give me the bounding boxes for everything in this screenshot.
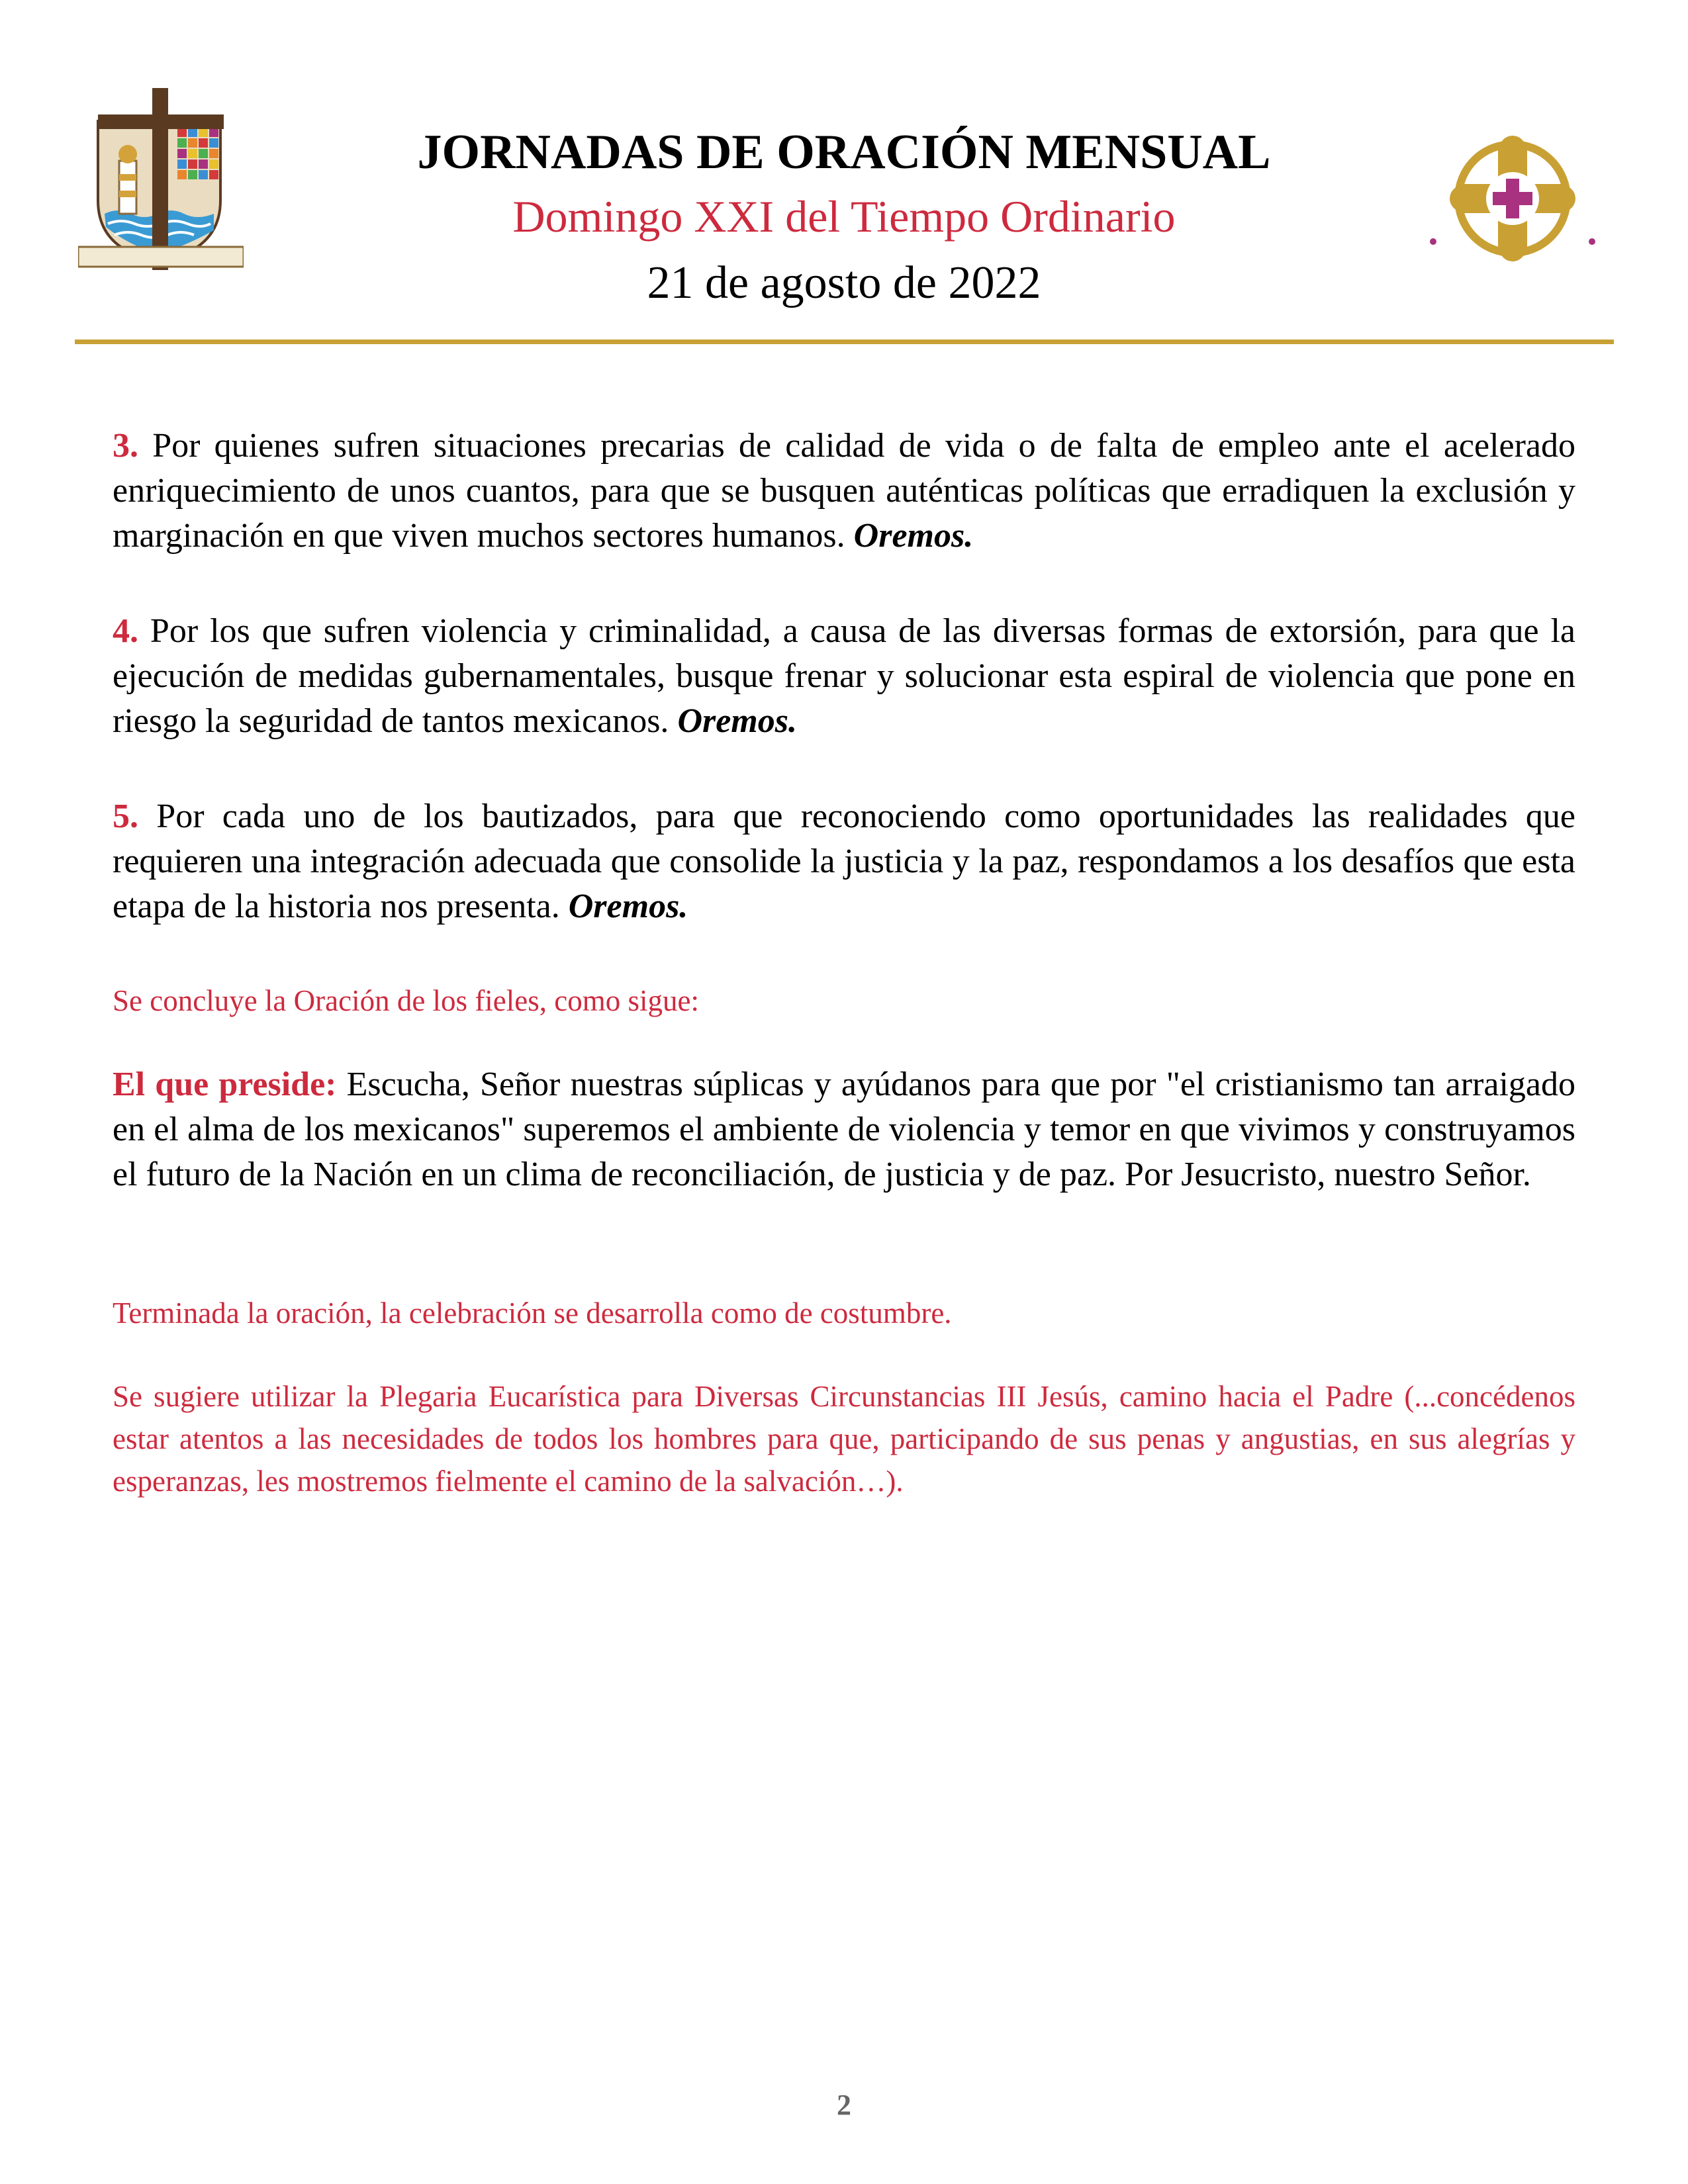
rubric-conclusion: Se concluye la Oración de los fieles, como sigue:: [113, 984, 699, 1017]
presider-prayer: [113, 1062, 1575, 1197]
presider-label: El que preside:: [113, 1066, 337, 1103]
page-number: 2: [837, 2089, 851, 2121]
intention-3: [113, 424, 1575, 559]
intention-5: [113, 794, 1575, 929]
archdiocese-seal-logo: [1413, 99, 1612, 298]
intention-number: 3.: [113, 427, 138, 465]
header-divider: [75, 340, 1614, 344]
presider-text: Escucha, Señor nuestras súplicas y ayúdanos para que por "el cristianismo tan arraigado en el alma de los mexicanos" superemos el ambiente de violencia y temor en que vivimos y construyamos el futuro de la Nación en un clima de reconciliación, de justicia y de paz. Por Jesucristo, nuestro Señor.: [113, 1066, 1575, 1193]
intention-text: Por quienes sufren situaciones precarias de calidad de vida o de falta de empleo ante el acelerado enriquecimiento de unos cuantos, para que se busquen auténticas políticas que erradiquen la exclusión y marginación en que viven muchos sectores humanos.: [113, 427, 1575, 555]
page-title: JORNADAS DE ORACIÓN MENSUAL: [417, 125, 1271, 179]
page-date: 21 de agosto de 2022: [647, 257, 1041, 308]
intention-text: Por los que sufren violencia y criminalidad, a causa de las diversas formas de extorsión, para que la ejecución de medidas gubernamentales, busque frenar y solucionar esta espiral de violencia que pone en riesgo la seguridad de tantos mexicanos.: [113, 612, 1575, 740]
intention-4: [113, 609, 1575, 744]
intention-closing: Oremos.: [853, 517, 974, 555]
intention-number: 4.: [113, 612, 138, 650]
intention-text: Por cada uno de los bautizados, para que reconociendo como oportunidades las realidades que requieren una integración adecuada que consolide la justicia y la paz, respondamos a los desafíos que esta etapa de la historia nos presenta.: [113, 797, 1575, 925]
rubric-suggestion: Se sugiere utilizar la Plegaria Eucarística para Diversas Circunstancias III Jesús, camino hacia el Padre (...concédenos estar atentos a las necesidades de todos los hombres para que, participando de sus penas y angustias, en sus alegrías y esperanzas, les mostremos fielmente el camino de la salvación…).: [113, 1380, 1575, 1498]
rubric-after-prayer: Terminada la oración, la celebración se desarrolla como de costumbre.: [113, 1297, 952, 1330]
intention-number: 5.: [113, 797, 138, 835]
parish-coat-of-arms-logo: [78, 88, 244, 277]
intention-closing: Oremos.: [568, 887, 688, 925]
intention-closing: Oremos.: [677, 702, 797, 740]
page-subtitle: Domingo XXI del Tiempo Ordinario: [512, 191, 1176, 242]
